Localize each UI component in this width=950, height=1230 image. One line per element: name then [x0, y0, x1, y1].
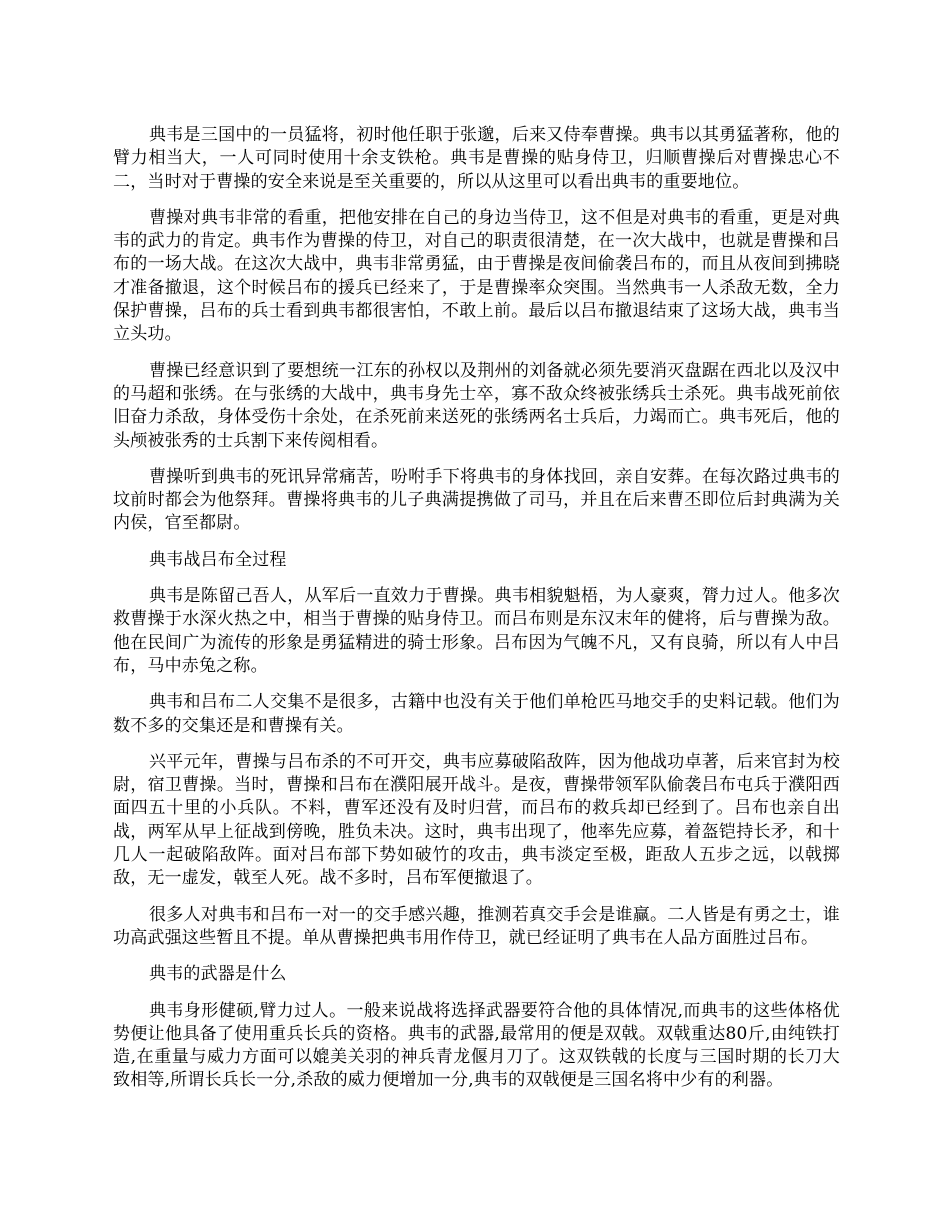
paragraph-dianwei-lvbu-background: 典韦是陈留己吾人，从军后一直效力于曹操。典韦相貌魁梧，为人豪爽，膂力过人。他多次救曹操于水深火热之中，相当于曹操的贴身侍卫。而吕布则是东汉末年的健将，后与曹操为敌。他在民间广为流传的形象是勇猛精进的骑士形象。吕布因为气魄不凡，又有良骑，所以有人中吕布，马中赤兔之称。 [113, 586, 840, 676]
paragraph-dianwei-death: 曹操已经意识到了要想统一江东的孙权以及荆州的刘备就必须先要消灭盘踞在西北以及汉中的马超和张绣。在与张绣的大战中，典韦身先士卒，寡不敌众终被张绣兵士杀死。典韦战死前依旧奋力杀敌，身体受伤十余处，在杀死前来送死的张绣两名士兵后，力竭而亡。典韦死后，他的头颅被张秀的士兵割下来传阅相看。 [113, 360, 840, 451]
paragraph-double-halberds: 典韦身形健硕,臂力过人。一般来说战将选择武器要符合他的具体情况,而典韦的这些体格优势便让他具备了使用重兵长兵的资格。典韦的武器,最常用的便是双戟。双戟重达80斤,由纯铁打造,在重量与威力方面可以媲美关羽的神兵青龙偃月刀了。这双铁戟的长度与三国时期的长刀大致相等,所谓长兵长一分,杀敌的威力便增加一分,典韦的双戟便是三国名将中少有的利器。 [113, 1000, 840, 1091]
paragraph-few-encounters: 典韦和吕布二人交集不是很多，古籍中也没有关于他们单枪匹马地交手的史料记载。他们为数不多的交集还是和曹操有关。 [113, 692, 840, 736]
paragraph-caocao-values-dianwei: 曹操对典韦非常的看重，把他安排在自己的身边当侍卫，这不但是对典韦的看重，更是对典韦的武力的肯定。典韦作为曹操的侍卫，对自己的职责很清楚，在一次大战中，也就是曹操和吕布的一场大战。在这次大战中，典韦非常勇猛，由于曹操是夜间偷袭吕布的，而且从夜间到拂晓才准备撤退，这个时候吕布的援兵已经来了，于是曹操率众突围。当然典韦一人杀敌无数，全力保护曹操，吕布的兵士看到典韦都很害怕，不敢上前。最后以吕布撤退结束了这场大战，典韦当立头功。 [113, 207, 840, 345]
section-heading-weapon: 典韦的武器是什么 [149, 964, 287, 985]
paragraph-puyang-battle: 兴平元年，曹操与吕布杀的不可开交，典韦应募破陷敌阵，因为他战功卓著，后来官封为校尉，宿卫曹操。当时，曹操和吕布在濮阳展开战斗。是夜，曹操带领军队偷袭吕布屯兵于濮阳西面四五十里的小兵队。不料，曹军还没有及时归营，而吕布的救兵却已经到了。吕布也亲自出战，两军从早上征战到傍晚，胜负未决。这时，典韦出现了，他率先应募，着盔铠持长矛，和十几人一起破陷敌阵。面对吕布部下势如破竹的攻击，典韦淡定至极，距敌人五步之远，以戟掷敌，无一虚发，戟至人死。战不多时，吕布军便撤退了。 [113, 751, 840, 889]
paragraph-who-would-win: 很多人对典韦和吕布一对一的交手感兴趣，推测若真交手会是谁赢。二人皆是有勇之士，谁功高武强这些暂且不提。单从曹操把典韦用作侍卫，就已经证明了典韦在人品方面胜过吕布。 [113, 904, 840, 948]
section-heading-battle: 典韦战吕布全过程 [149, 549, 287, 570]
paragraph-caocao-mourns: 曹操听到典韦的死讯异常痛苦，吩咐手下将典韦的身体找回，亲自安葬。在每次路过典韦的坟前时都会为他祭拜。曹操将典韦的儿子典满提携做了司马，并且在后来曹丕即位后封典满为关内侯，官至都尉。 [113, 466, 840, 534]
document-body [113, 124, 840, 1106]
paragraph-intro: 典韦是三国中的一员猛将，初时他任职于张邈，后来又侍奉曹操。典韦以其勇猛著称，他的臂力相当大，一人可同时使用十余支铁枪。典韦是曹操的贴身侍卫，归顺曹操后对曹操忠心不二，当时对于曹操的安全来说是至关重要的，所以从这里可以看出典韦的重要地位。 [113, 125, 840, 192]
